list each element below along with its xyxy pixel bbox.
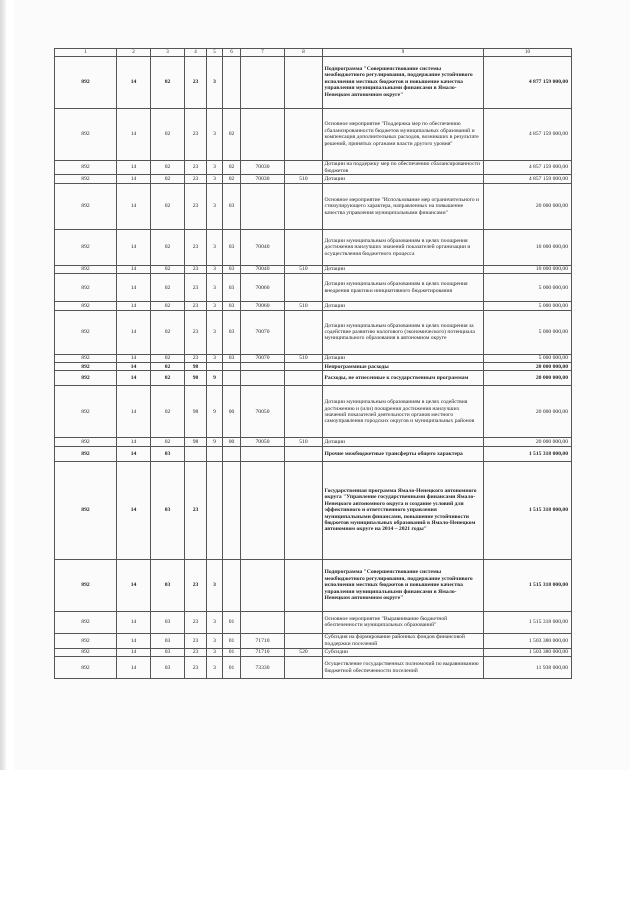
table-row	[55, 371, 572, 386]
section-code-cell: 14	[117, 354, 151, 362]
grbs-code-cell: 892	[55, 160, 117, 175]
amount-cell: 5 000 000,00	[484, 274, 572, 302]
program-code-cell: 23	[185, 611, 207, 633]
event-code-cell: 01	[223, 611, 241, 633]
table-row	[55, 633, 572, 648]
column-number-3: 3	[151, 49, 185, 57]
subprogram-code-cell: 3	[207, 56, 223, 108]
subprogram-code-cell: 9	[207, 438, 223, 446]
section-code-cell: 14	[117, 559, 151, 611]
subsection-code-cell: 02	[151, 229, 185, 265]
amount-cell: 10 000 000,00	[484, 265, 572, 273]
subsection-code-cell: 03	[151, 657, 185, 679]
expense-type-code-cell	[285, 108, 323, 160]
direction-code-cell	[241, 108, 285, 160]
section-code-cell: 14	[117, 229, 151, 265]
item-name-cell: Дотации	[323, 354, 484, 362]
item-name-cell: Дотации на поддержку мер по обеспечению сбалансированности бюджетов	[323, 160, 484, 175]
program-code-cell: 23	[185, 108, 207, 160]
amount-cell: 20 000 000,00	[484, 438, 572, 446]
section-code-cell: 14	[117, 175, 151, 183]
event-code-cell	[223, 56, 241, 108]
subsection-code-cell: 02	[151, 175, 185, 183]
item-name-cell: Осуществление государственных полномочий по выравниванию бюджетной обеспеченности поселений	[323, 657, 484, 679]
column-number-10: 10	[484, 49, 572, 57]
item-name-cell: Непрограммные расходы	[323, 363, 484, 371]
event-code-cell: 00	[223, 438, 241, 446]
item-name-cell: Субсидия на формирование районных фондов финансовой поддержки поселений	[323, 633, 484, 648]
event-code-cell: 03	[223, 310, 241, 354]
grbs-code-cell: 892	[55, 559, 117, 611]
expense-type-code-cell	[285, 310, 323, 354]
subsection-code-cell: 02	[151, 265, 185, 273]
expense-type-code-cell	[285, 229, 323, 265]
program-code-cell: 23	[185, 461, 207, 559]
direction-code-cell: 70040	[241, 229, 285, 265]
grbs-code-cell: 892	[55, 229, 117, 265]
expense-type-code-cell	[285, 371, 323, 386]
item-name-cell: Дотации муниципальным образованиям в целях поощрения внедрения практики инициативного бюджетирования	[323, 274, 484, 302]
program-code-cell	[185, 446, 207, 461]
subprogram-code-cell: 3	[207, 611, 223, 633]
section-code-cell: 14	[117, 648, 151, 656]
grbs-code-cell: 892	[55, 302, 117, 310]
amount-cell: 1 515 318 000,00	[484, 611, 572, 633]
grbs-code-cell: 892	[55, 386, 117, 438]
direction-code-cell: 70070	[241, 310, 285, 354]
event-code-cell	[223, 363, 241, 371]
subsection-code-cell: 02	[151, 438, 185, 446]
program-code-cell: 23	[185, 310, 207, 354]
grbs-code-cell: 892	[55, 274, 117, 302]
subprogram-code-cell: 9	[207, 386, 223, 438]
scan-edge-shadow	[0, 0, 6, 770]
grbs-code-cell: 892	[55, 657, 117, 679]
column-number-5: 5	[207, 49, 223, 57]
program-code-cell: 23	[185, 175, 207, 183]
direction-code-cell: 73330	[241, 657, 285, 679]
item-name-cell: Дотации	[323, 438, 484, 446]
amount-cell: 20 000 000,00	[484, 363, 572, 371]
amount-cell: 4 857 159 000,00	[484, 175, 572, 183]
direction-code-cell: 70030	[241, 175, 285, 183]
grbs-code-cell: 892	[55, 310, 117, 354]
subsection-code-cell: 02	[151, 160, 185, 175]
section-code-cell: 14	[117, 461, 151, 559]
direction-code-cell: 70070	[241, 354, 285, 362]
table-row	[55, 363, 572, 371]
subprogram-code-cell: 3	[207, 108, 223, 160]
subsection-code-cell: 02	[151, 363, 185, 371]
subprogram-code-cell: 3	[207, 274, 223, 302]
table-row	[55, 354, 572, 362]
event-code-cell: 01	[223, 657, 241, 679]
program-code-cell: 23	[185, 229, 207, 265]
table-row	[55, 302, 572, 310]
direction-code-cell: 70050	[241, 438, 285, 446]
item-name-cell: Дотации	[323, 302, 484, 310]
subsection-code-cell: 03	[151, 648, 185, 656]
expense-type-code-cell: 520	[285, 648, 323, 656]
expense-type-code-cell	[285, 386, 323, 438]
table-row	[55, 310, 572, 354]
table-row	[55, 229, 572, 265]
event-code-cell	[223, 446, 241, 461]
section-code-cell: 14	[117, 438, 151, 446]
subprogram-code-cell: 3	[207, 175, 223, 183]
item-name-cell: Дотации	[323, 175, 484, 183]
subsection-code-cell: 02	[151, 371, 185, 386]
section-code-cell: 14	[117, 371, 151, 386]
table-row	[55, 611, 572, 633]
expense-type-code-cell	[285, 461, 323, 559]
column-number-9: 9	[323, 49, 484, 57]
column-number-row	[55, 49, 572, 57]
expense-type-code-cell	[285, 56, 323, 108]
expense-type-code-cell	[285, 559, 323, 611]
subprogram-code-cell: 3	[207, 160, 223, 175]
table-row	[55, 461, 572, 559]
section-code-cell: 14	[117, 446, 151, 461]
table-row	[55, 265, 572, 273]
amount-cell: 1 515 318 000,00	[484, 461, 572, 559]
item-name-cell: Расходы, не отнесенные к государственным программам	[323, 371, 484, 386]
subsection-code-cell: 02	[151, 354, 185, 362]
item-name-cell: Государственная программа Ямало-Ненецкого автономного округа "Управление государственными финансами Ямало-Ненецкого автономного округа и создание условий для эффективного и ответственного управления муниципальными финансами, повышение устойчивости бюджетов муниципальных образований в Ямало-Ненецком автономном округе на 2014 – 2021 годы"	[323, 461, 484, 559]
item-name-cell: Дотации муниципальным образованиям в целях содействия достижению и (или) поощрения достижения наилучших значений показателей деятельности органов местного самоуправления городских округов и муниципальных районов	[323, 386, 484, 438]
item-name-cell: Основное мероприятие "Поддержка мер по обеспечению сбалансированности бюджетов муниципальных образований и компенсация дополнительных расходов, возникших в результате решений, принятых органами власти другого уровня"	[323, 108, 484, 160]
expense-type-code-cell	[285, 183, 323, 229]
item-name-cell: Основное мероприятие "Использование мер ограничительного и стимулирующего характера, направленных на повышение качества управления муниципальными финансами"	[323, 183, 484, 229]
section-code-cell: 14	[117, 633, 151, 648]
event-code-cell: 03	[223, 354, 241, 362]
table-row	[55, 657, 572, 679]
column-number-6: 6	[223, 49, 241, 57]
direction-code-cell	[241, 183, 285, 229]
subsection-code-cell: 02	[151, 302, 185, 310]
item-name-cell: Дотации муниципальным образованиям в целях поощрения за содействие развитию налогового (экономического) потенциала муниципального образования в автономном округе	[323, 310, 484, 354]
grbs-code-cell: 892	[55, 354, 117, 362]
direction-code-cell	[241, 56, 285, 108]
section-code-cell: 14	[117, 310, 151, 354]
program-code-cell: 23	[185, 633, 207, 648]
grbs-code-cell: 892	[55, 265, 117, 273]
event-code-cell: 00	[223, 386, 241, 438]
item-name-cell: Субсидии	[323, 648, 484, 656]
item-name-cell: Прочие межбюджетные трансферты общего характера	[323, 446, 484, 461]
expense-type-code-cell	[285, 633, 323, 648]
expense-type-code-cell: 510	[285, 302, 323, 310]
program-code-cell: 23	[185, 183, 207, 229]
grbs-code-cell: 892	[55, 461, 117, 559]
table-row	[55, 438, 572, 446]
item-name-cell: Дотации муниципальным образованиям в целях поощрения достижения наилучших значений показателей организации и осуществления бюджетного процесса	[323, 229, 484, 265]
event-code-cell: 02	[223, 160, 241, 175]
expense-type-code-cell	[285, 611, 323, 633]
subprogram-code-cell: 3	[207, 648, 223, 656]
grbs-code-cell: 892	[55, 438, 117, 446]
program-code-cell: 23	[185, 559, 207, 611]
amount-cell: 1 503 380 000,00	[484, 633, 572, 648]
subsection-code-cell: 03	[151, 559, 185, 611]
table-row	[55, 274, 572, 302]
grbs-code-cell: 892	[55, 611, 117, 633]
program-code-cell: 23	[185, 160, 207, 175]
subprogram-code-cell: 3	[207, 559, 223, 611]
expense-type-code-cell: 510	[285, 438, 323, 446]
item-name-cell: Дотации	[323, 265, 484, 273]
amount-cell: 1 515 318 000,00	[484, 559, 572, 611]
section-code-cell: 14	[117, 183, 151, 229]
amount-cell: 20 000 000,00	[484, 386, 572, 438]
section-code-cell: 14	[117, 108, 151, 160]
column-number-8: 8	[285, 49, 323, 57]
expense-type-code-cell: 510	[285, 265, 323, 273]
section-code-cell: 14	[117, 657, 151, 679]
grbs-code-cell: 892	[55, 183, 117, 229]
expense-type-code-cell: 510	[285, 175, 323, 183]
section-code-cell: 14	[117, 363, 151, 371]
section-code-cell: 14	[117, 265, 151, 273]
direction-code-cell: 70060	[241, 302, 285, 310]
amount-cell: 5 000 000,00	[484, 310, 572, 354]
subprogram-code-cell	[207, 461, 223, 559]
event-code-cell: 03	[223, 265, 241, 273]
event-code-cell: 02	[223, 108, 241, 160]
table-row	[55, 175, 572, 183]
direction-code-cell: 70060	[241, 274, 285, 302]
column-number-7: 7	[241, 49, 285, 57]
subprogram-code-cell: 3	[207, 265, 223, 273]
subprogram-code-cell: 3	[207, 183, 223, 229]
table-row	[55, 108, 572, 160]
expense-type-code-cell: 510	[285, 354, 323, 362]
program-code-cell: 23	[185, 265, 207, 273]
event-code-cell: 01	[223, 633, 241, 648]
expense-type-code-cell	[285, 446, 323, 461]
table-row	[55, 559, 572, 611]
subsection-code-cell: 02	[151, 108, 185, 160]
event-code-cell: 03	[223, 229, 241, 265]
table-row	[55, 183, 572, 229]
direction-code-cell: 70040	[241, 265, 285, 273]
subsection-code-cell: 02	[151, 386, 185, 438]
item-name-cell: Подпрограмма "Совершенствование системы межбюджетного регулирования, поддержание устойчивого исполнения местных бюджетов и повышение качества управления муниципальными финансами в Ямало-Ненецком автономном округе"	[323, 56, 484, 108]
subprogram-code-cell: 9	[207, 371, 223, 386]
subsection-code-cell: 03	[151, 611, 185, 633]
event-code-cell: 03	[223, 302, 241, 310]
program-code-cell: 98	[185, 363, 207, 371]
amount-cell: 4 857 159 000,00	[484, 160, 572, 175]
direction-code-cell: 70050	[241, 386, 285, 438]
grbs-code-cell: 892	[55, 56, 117, 108]
program-code-cell: 98	[185, 371, 207, 386]
subsection-code-cell: 03	[151, 446, 185, 461]
table-row	[55, 386, 572, 438]
column-number-4: 4	[185, 49, 207, 57]
section-code-cell: 14	[117, 274, 151, 302]
direction-code-cell: 70030	[241, 160, 285, 175]
expense-type-code-cell	[285, 160, 323, 175]
page-bottom-margin	[0, 770, 640, 905]
event-code-cell	[223, 461, 241, 559]
expense-type-code-cell	[285, 363, 323, 371]
item-name-cell: Основное мероприятие "Выравнивание бюджетной обеспеченности муниципальных образований"	[323, 611, 484, 633]
amount-cell: 1 515 318 000,00	[484, 446, 572, 461]
grbs-code-cell: 892	[55, 446, 117, 461]
program-code-cell: 98	[185, 386, 207, 438]
program-code-cell: 23	[185, 354, 207, 362]
expense-type-code-cell	[285, 657, 323, 679]
section-code-cell: 14	[117, 160, 151, 175]
expense-type-code-cell	[285, 274, 323, 302]
amount-cell: 1 503 380 000,00	[484, 648, 572, 656]
direction-code-cell	[241, 371, 285, 386]
subprogram-code-cell: 3	[207, 229, 223, 265]
section-code-cell: 14	[117, 611, 151, 633]
program-code-cell: 23	[185, 657, 207, 679]
grbs-code-cell: 892	[55, 633, 117, 648]
grbs-code-cell: 892	[55, 648, 117, 656]
column-number-2: 2	[117, 49, 151, 57]
event-code-cell: 03	[223, 183, 241, 229]
table-row	[55, 446, 572, 461]
amount-cell: 20 000 000,00	[484, 371, 572, 386]
item-name-cell: Подпрограмма "Совершенствование системы межбюджетного регулирования, поддержание устойчивого исполнения местных бюджетов и повышение качества управления муниципальными финансами в Ямало-Ненецком автономном округе"	[323, 559, 484, 611]
subsection-code-cell: 02	[151, 274, 185, 302]
event-code-cell: 02	[223, 175, 241, 183]
direction-code-cell	[241, 446, 285, 461]
amount-cell: 20 000 000,00	[484, 183, 572, 229]
subprogram-code-cell	[207, 446, 223, 461]
program-code-cell: 98	[185, 438, 207, 446]
table-row	[55, 160, 572, 175]
amount-cell: 4 857 159 000,00	[484, 108, 572, 160]
grbs-code-cell: 892	[55, 371, 117, 386]
subsection-code-cell: 03	[151, 633, 185, 648]
table-row	[55, 56, 572, 108]
subprogram-code-cell: 3	[207, 354, 223, 362]
direction-code-cell	[241, 611, 285, 633]
amount-cell: 5 000 000,00	[484, 302, 572, 310]
amount-cell: 5 000 000,00	[484, 354, 572, 362]
table-header	[55, 49, 572, 57]
event-code-cell: 01	[223, 648, 241, 656]
table-body	[55, 56, 572, 679]
program-code-cell: 23	[185, 648, 207, 656]
grbs-code-cell: 892	[55, 363, 117, 371]
section-code-cell: 14	[117, 56, 151, 108]
program-code-cell: 23	[185, 302, 207, 310]
subsection-code-cell: 02	[151, 183, 185, 229]
grbs-code-cell: 892	[55, 108, 117, 160]
direction-code-cell	[241, 363, 285, 371]
table-row	[55, 648, 572, 656]
event-code-cell: 03	[223, 274, 241, 302]
section-code-cell: 14	[117, 386, 151, 438]
budget-table	[54, 48, 572, 679]
program-code-cell: 23	[185, 274, 207, 302]
section-code-cell: 14	[117, 302, 151, 310]
amount-cell: 11 938 000,00	[484, 657, 572, 679]
direction-code-cell	[241, 559, 285, 611]
direction-code-cell: 71710	[241, 648, 285, 656]
subprogram-code-cell	[207, 363, 223, 371]
amount-cell: 4 877 159 000,00	[484, 56, 572, 108]
column-number-1: 1	[55, 49, 117, 57]
direction-code-cell: 71710	[241, 633, 285, 648]
subsection-code-cell: 02	[151, 310, 185, 354]
direction-code-cell	[241, 461, 285, 559]
subprogram-code-cell: 3	[207, 633, 223, 648]
subprogram-code-cell: 3	[207, 657, 223, 679]
subprogram-code-cell: 3	[207, 302, 223, 310]
event-code-cell	[223, 559, 241, 611]
program-code-cell: 23	[185, 56, 207, 108]
subsection-code-cell: 03	[151, 461, 185, 559]
amount-cell: 10 000 000,00	[484, 229, 572, 265]
event-code-cell	[223, 371, 241, 386]
subsection-code-cell: 02	[151, 56, 185, 108]
grbs-code-cell: 892	[55, 175, 117, 183]
subprogram-code-cell: 3	[207, 310, 223, 354]
